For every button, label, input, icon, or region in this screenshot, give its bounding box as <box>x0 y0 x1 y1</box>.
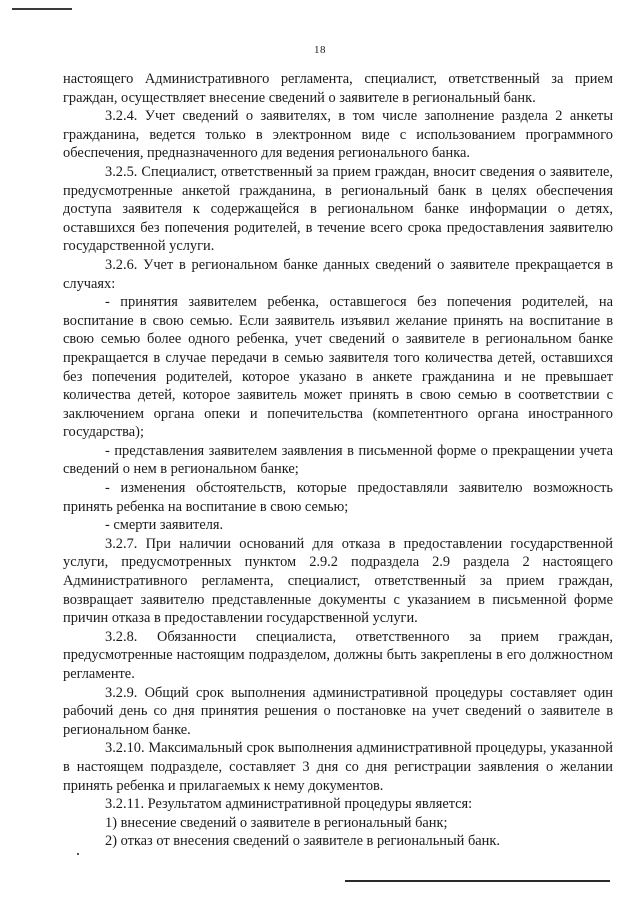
list-item-death: - смерти заявителя. <box>105 517 224 534</box>
paragraph-3-2-10: 3.2.10. Максимальный срок выполнения административной процедуры, указанной в настоящем подразделе, составляет 3 дня со дня регистрации заявления о желании принять ребенка и прилагаемых к нему документов. <box>63 740 613 794</box>
list-item-written-request: - представления заявителем заявления в письменной форме о прекращении учета сведений о нем в региональном банке; <box>63 442 613 478</box>
paragraph-3-2-7: 3.2.7. При наличии оснований для отказа в предоставлении государственной услуги, предусмотренных пунктом 2.9.2 подраздела 2.9 раздела 2 настоящего Административного регламента, специалист, ответственный за прием граждан, возвращает заявителю представленные документы с указанием в письменной форме причин отказа в предоставлении государственной услуги. <box>63 535 613 627</box>
paragraph-3-2-6: 3.2.6. Учет в региональном банке данных сведений о заявителе прекращается в случаях: <box>63 256 613 292</box>
scan-edge-mark-top <box>12 8 72 10</box>
scan-speck <box>77 853 79 855</box>
paragraph-3-2-9: 3.2.9. Общий срок выполнения административной процедуры составляет один рабочий день со дня принятия решения о постановке на учет сведений о заявителе в региональном банке. <box>63 684 613 738</box>
paragraph-3-2-11: 3.2.11. Результатом административной процедуры является: <box>105 796 473 813</box>
scan-edge-mark-bottom <box>345 880 610 882</box>
page-number: 18 <box>314 44 326 56</box>
paragraph-continuation: настоящего Административного регламента, специалист, ответственный за прием граждан, осуществляет внесение сведений о заявителе в региональный банк. <box>63 71 613 106</box>
paragraph-3-2-8: 3.2.8. Обязанности специалиста, ответственного за прием граждан, предусмотренные настоящим подразделом, должны быть закреплены в его должностном регламенте. <box>63 628 613 682</box>
list-item-circumstances-change: - изменения обстоятельств, которые предоставляли заявителю возможность принять ребенка на воспитание в свою семью; <box>63 480 613 515</box>
paragraph-3-2-4: 3.2.4. Учет сведений о заявителях, в том числе заполнение раздела 2 анкеты гражданина, ведется только в электронном виде с использованием программного обеспечения, предназначенного для ведения регионального банка. <box>63 108 613 162</box>
document-body <box>63 70 613 851</box>
result-item-1: 1) внесение сведений о заявителе в региональный банк; <box>105 814 448 831</box>
paragraph-3-2-5: 3.2.5. Специалист, ответственный за прием граждан, вносит сведения о заявителе, предусмотренные анкетой гражданина, в региональный банк в целях обеспечения доступа заявителя к содержащейся в региональном банке информации о детях, оставшихся без попечения родителей, в течение всего срока предоставления заявителю государственной услуги. <box>63 163 613 255</box>
result-item-2: 2) отказ от внесения сведений о заявителе в региональный банк. <box>105 833 500 850</box>
list-item-adoption: - принятия заявителем ребенка, оставшегося без попечения родителей, на воспитание в свою семью. Если заявитель изъявил желание принять на воспитание в свою семью более одного ребенка, учет сведений о заявителе в региональном банке прекращается в случае передачи в семью заявителя того количества детей, оставшихся без попечения родителей, которое указано в анкете гражданина и не превышает количества детей, которое заявитель может принять в свою семью в соответствии с заключением органа опеки и попечительства (компетентного органа иностранного государства); <box>63 294 613 441</box>
